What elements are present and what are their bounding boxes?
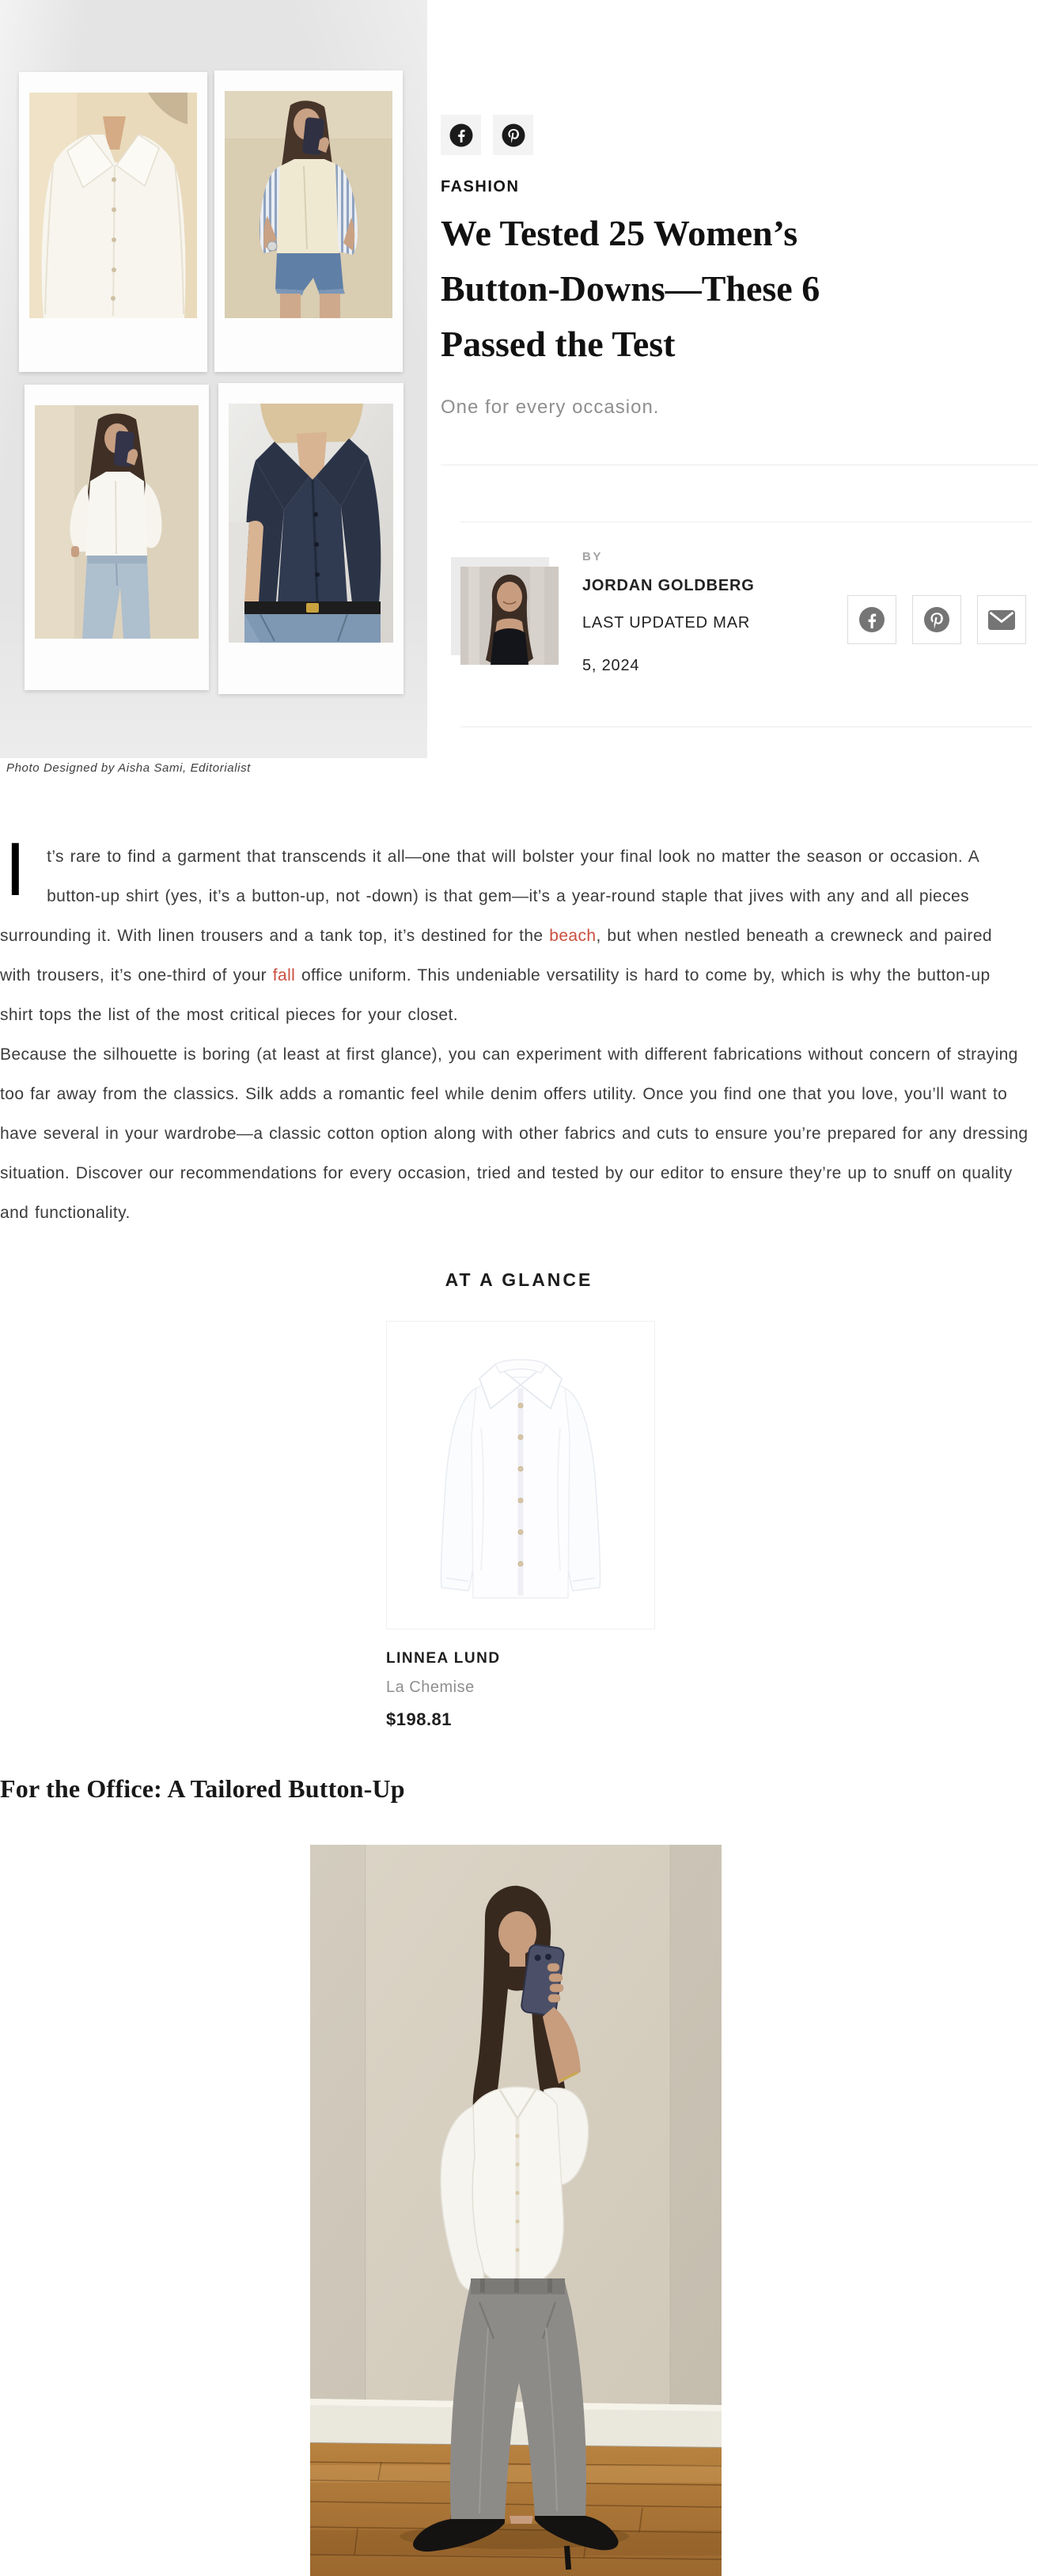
pinterest-icon xyxy=(922,605,951,634)
polaroid-striped-shirt-selfie xyxy=(214,70,403,372)
section-heading-office: For the Office: A Tailored Button-Up xyxy=(0,1774,405,1803)
top-social-row xyxy=(441,115,1038,155)
product-shirt-image xyxy=(402,1333,639,1618)
email-share-button[interactable] xyxy=(977,595,1026,644)
hero-section xyxy=(0,0,1038,790)
facebook-share-button[interactable] xyxy=(847,595,896,644)
fall-link[interactable]: fall xyxy=(272,966,296,984)
category-label[interactable]: FASHION xyxy=(441,178,520,195)
paragraph-1-text: , but when nestled beneath a crewneck and paired with trousers, it’s one-third of your xyxy=(0,927,992,984)
beach-link[interactable]: beach xyxy=(549,927,597,945)
drop-cap: I xyxy=(5,827,27,912)
pinterest-share-button[interactable] xyxy=(912,595,961,644)
hero-header xyxy=(441,0,1038,727)
facebook-icon xyxy=(449,123,474,148)
office-outfit-photo xyxy=(310,1845,722,2576)
product-block xyxy=(386,1321,1038,1730)
article-subtitle: One for every occasion. xyxy=(441,396,660,418)
office-outfit-image xyxy=(310,1845,722,2576)
author-avatar xyxy=(460,567,559,665)
photo-credit: Photo Designed by Aisha Sami, Editorialist xyxy=(6,761,251,775)
paragraph-2: Because the silhouette is boring (at least at first glance), you can experiment with different fabrications without concern of straying too far away from the classics. Silk adds a romantic feel while denim offers utility. Once you find one that you love, you’ll want to have several in your wardrobe—a classic cotton option along with other fabrics and cuts to ensure you’re prepared for any dressing situation. Discover our recommendations for every occasion, tried and tested by our editor to ensure they’re up to snuff on quality and functionality. xyxy=(0,1045,1029,1222)
facebook-icon xyxy=(858,605,886,634)
article-body xyxy=(0,827,1038,1233)
email-icon xyxy=(987,606,1017,633)
product-image-card[interactable] xyxy=(386,1321,655,1629)
at-a-glance-heading: AT A GLANCE xyxy=(445,1269,593,1290)
polaroid-navy-shirt xyxy=(218,383,403,694)
byline-share-row xyxy=(847,595,1026,644)
paragraph-1-text: office uniform. This undeniable versatility is hard to come by, which is why the button-up shirt tops the list of the most critical pieces for your closet. xyxy=(0,966,991,1024)
byline-text xyxy=(582,550,764,687)
polaroid-striped-shirt-photo xyxy=(225,91,392,318)
article-title: We Tested 25 Women’s Button-Downs—These 6 Passed the Test xyxy=(441,213,820,364)
polaroid-white-shirt-photo xyxy=(29,93,197,318)
pinterest-share-button[interactable] xyxy=(493,115,533,155)
facebook-share-button[interactable] xyxy=(441,115,481,155)
paragraph-1-text: t’s rare to find a garment that transcends it all—one that will bolster your final look no matter the season or occasion. A button-up shirt (yes, it’s a button-up, not -down) is that gem—it’s a year-round staple that jives with any and all pieces surrounding it. With linen trousers and a tank top, it’s destined for the xyxy=(0,848,979,945)
by-label: BY xyxy=(582,549,603,563)
pinterest-icon xyxy=(501,123,526,148)
polaroid-navy-shirt-photo xyxy=(229,404,393,643)
polaroid-white-crop-photo xyxy=(35,405,199,639)
polaroid-white-shirt xyxy=(19,72,207,372)
last-updated: LAST UPDATED MAR 5, 2024 xyxy=(582,613,751,674)
paragraph-1 xyxy=(0,827,1029,1035)
byline-block xyxy=(460,522,1032,727)
hero-collage-image xyxy=(0,0,427,758)
author-name[interactable]: JORDAN GOLDBERG xyxy=(582,576,755,594)
product-price: $198.81 xyxy=(386,1709,453,1729)
polaroid-white-crop-selfie xyxy=(25,385,209,690)
product-name: La Chemise xyxy=(386,1679,475,1696)
product-brand: LINNEA LUND xyxy=(386,1650,501,1667)
